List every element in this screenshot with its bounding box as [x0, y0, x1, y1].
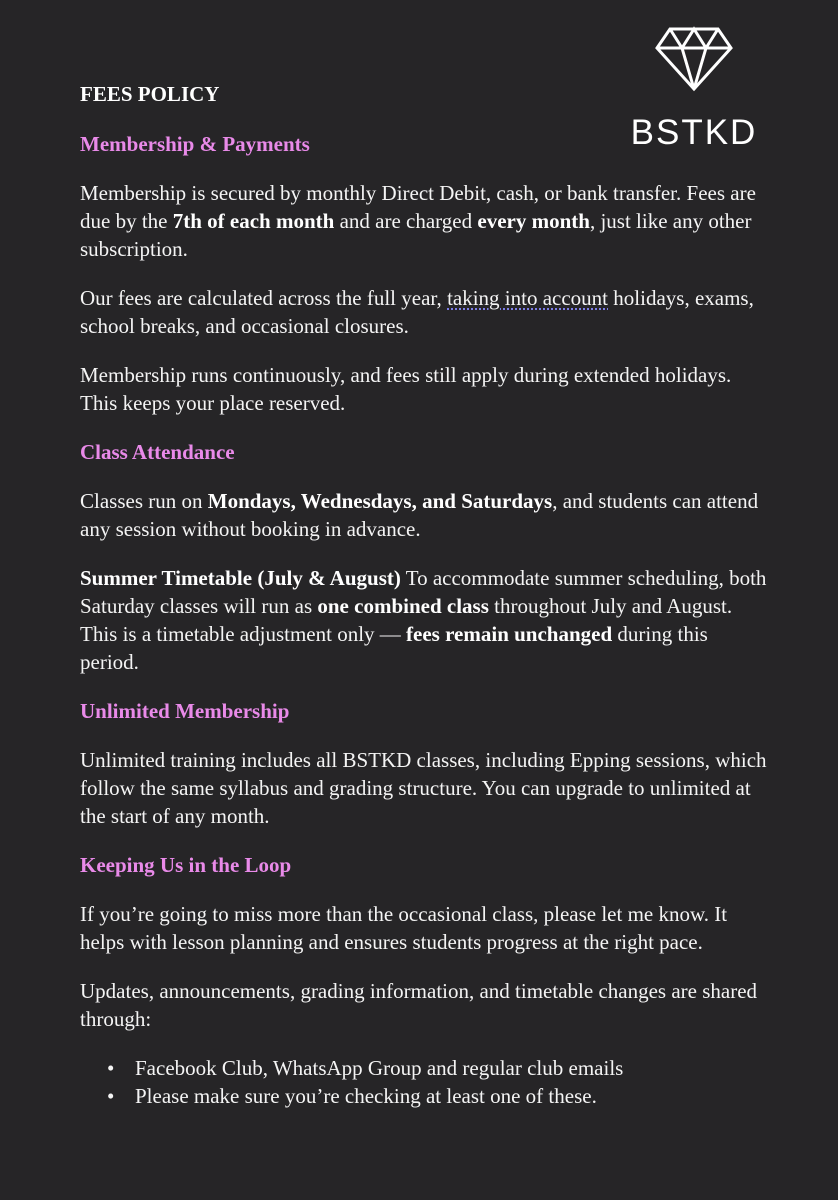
bullet-icon: • — [107, 1084, 115, 1108]
membership-paragraph-3: Membership runs continuously, and fees still apply during extended holidays. This keeps your place reserved. — [80, 363, 732, 415]
attendance-paragraph-1: Classes run on Mondays, Wednesdays, and Saturdays, and students can attend any session without booking in advance. — [80, 489, 759, 541]
attendance-paragraph-2: Summer Timetable (July & August) To accommodate summer scheduling, both Saturday classes will run as one combined class throughout July and August. This is a timetable adjustment only — fees remain unchanged during this period. — [80, 566, 767, 674]
loop-paragraph-1: If you’re going to miss more than the occasional class, please let me know. It helps with lesson planning and ensures students progress at the right pace. — [80, 902, 728, 954]
list-item: • Please make sure you’re checking at least one of these. — [107, 1084, 597, 1108]
membership-paragraph-1: Membership is secured by monthly Direct Debit, cash, or bank transfer. Fees are due by the 7th of each month and are charged every month, just like any other subscription. — [80, 181, 756, 261]
brand-name: BSTKD — [630, 113, 758, 152]
membership-paragraph-2: Our fees are calculated across the full year, taking into account holidays, exams, school breaks, and occasional closures. — [80, 286, 754, 338]
document-title: FEES POLICY — [80, 82, 220, 106]
communication-channels-list — [80, 1054, 770, 1110]
list-item: • Facebook Club, WhatsApp Group and regular club emails — [107, 1056, 624, 1080]
bullet-icon: • — [107, 1056, 115, 1080]
loop-paragraph-2: Updates, announcements, grading information, and timetable changes are shared through: — [80, 979, 758, 1031]
heading-membership-payments: Membership & Payments — [80, 132, 310, 156]
spellcheck-underline: taking into account — [447, 286, 609, 310]
heading-unlimited-membership: Unlimited Membership — [80, 699, 290, 723]
heading-class-attendance: Class Attendance — [80, 440, 235, 464]
unlimited-paragraph-1: Unlimited training includes all BSTKD classes, including Epping sessions, which follow the same syllabus and grading structure. You can upgrade to unlimited at the start of any month. — [80, 748, 767, 828]
heading-keeping-in-loop: Keeping Us in the Loop — [80, 853, 292, 877]
policy-document — [80, 80, 770, 1110]
